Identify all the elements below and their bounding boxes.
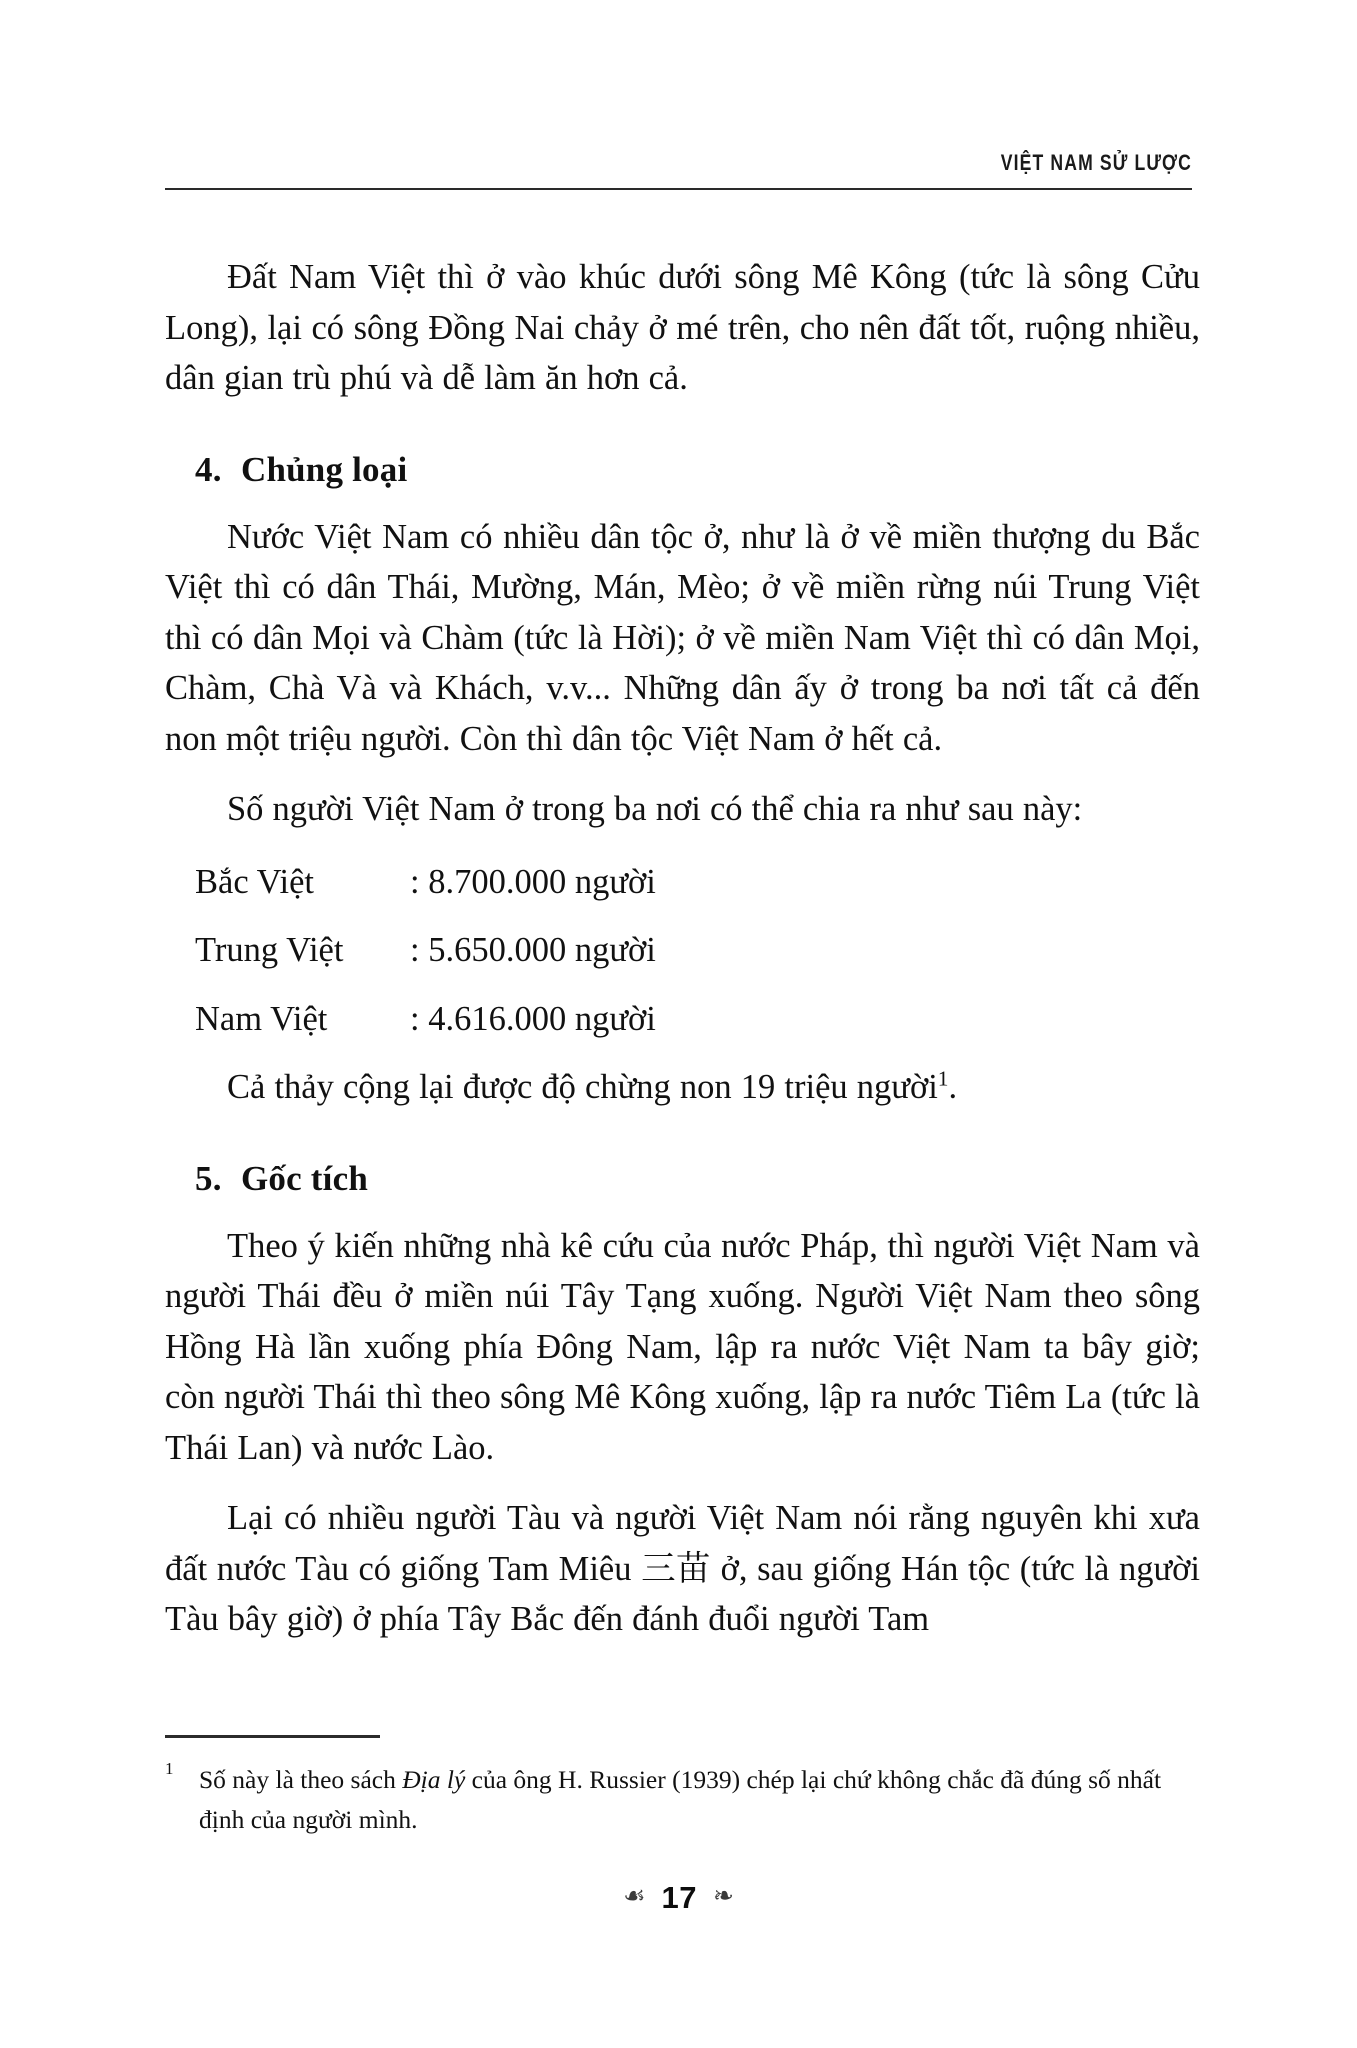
ornament-right-icon: ❧ <box>712 1883 734 1910</box>
running-head-rule <box>165 188 1192 190</box>
census-row <box>165 857 1200 908</box>
footnote-text <box>165 1760 1200 1840</box>
running-head-title: VIỆT NAM SỬ LƯỢC <box>1000 150 1192 175</box>
running-head <box>165 138 1192 190</box>
page-body <box>165 252 1200 1645</box>
section-4-paragraph-1: Nước Việt Nam có nhiều dân tộc ở, như là ở về miền thượng du Bắc Việt thì có dân Thái, Mường, Mán, Mèo; ở về miền rừng núi Trung Việt thì có dân Mọi và Chàm (tức là Hời); ở về miền Nam Việt thì có dân Mọi, Chàm, Chà Và và Khách, v.v... Những dân ấy ở trong ba nơi tất cả đến non một triệu người. Còn thì dân tộc Việt Nam ở hết cả. <box>165 517 1200 758</box>
census-total-text: Cả thảy cộng lại được độ chừng non 19 triệu người <box>227 1068 938 1106</box>
census-row <box>165 925 1200 976</box>
census-region-value: : 8.700.000 người <box>410 862 656 901</box>
census-region-value: : 5.650.000 người <box>410 931 656 969</box>
census-list <box>165 857 1200 1045</box>
footnote-book-title: Địa lý <box>402 1765 466 1794</box>
page-number: 17 <box>661 1880 697 1915</box>
census-region-label: Nam Việt <box>195 999 328 1038</box>
footnote-text-part2: của ông H. Russier (1939) chép lại chứ không chắc đã đúng số nhất định của người mình. <box>199 1765 1162 1834</box>
section-heading-5 <box>165 1155 1200 1203</box>
section-5-paragraph-2 <box>165 1493 1200 1645</box>
census-region-label: Trung Việt <box>195 931 344 969</box>
section-4-number: 4. <box>195 449 222 489</box>
section-5-title: Gốc tích <box>241 1158 368 1198</box>
hanzi-tam-mieu: 三苗 <box>641 1549 712 1588</box>
census-row <box>165 994 1200 1045</box>
footnote-marker: 1 <box>165 1759 174 1778</box>
footnote-separator-rule <box>165 1735 380 1738</box>
census-region-label: Bắc Việt <box>195 862 314 901</box>
footnote-block <box>165 1735 1200 1840</box>
section-5-paragraph-2-part1: Lại có nhiều người Tàu và người Việt Nam nói rằng nguyên khi xưa đất nước Tàu có giống Tam Miêu <box>165 1499 1200 1588</box>
census-total-line <box>165 1062 1200 1113</box>
section-5-number: 5. <box>195 1158 222 1198</box>
census-region-value: : 4.616.000 người <box>410 999 656 1038</box>
ornament-left-icon: ☙ <box>623 1883 646 1910</box>
section-4-paragraph-2: Số người Việt Nam ở trong ba nơi có thể chia ra như sau này: <box>227 790 1083 828</box>
section-4-title: Chủng loại <box>241 449 408 489</box>
section-heading-4 <box>165 446 1200 494</box>
page-folio <box>0 1880 1357 1916</box>
footnote-text-part1: Số này là theo sách <box>199 1765 403 1794</box>
section-5-paragraph-2-part2: ở, sau giống Hán tộc (tức là người Tàu bây giờ) ở phía Tây Bắc đến đánh đuổi người Tam <box>165 1549 1200 1638</box>
section-5-paragraph-1: Theo ý kiến những nhà kê cứu của nước Pháp, thì người Việt Nam và người Thái đều ở miền núi Tây Tạng xuống. Người Việt Nam theo sông Hồng Hà lần xuống phía Đông Nam, lập ra nước Việt Nam ta bây giờ; còn người Thái thì theo sông Mê Kông xuống, lập ra nước Tiêm La (tức là Thái Lan) và nước Lào. <box>165 1226 1200 1467</box>
footnote-reference-marker[interactable]: 1 <box>937 1066 949 1091</box>
intro-paragraph: Đất Nam Việt thì ở vào khúc dưới sông Mê Kông (tức là sông Cửu Long), lại có sông Đồng Nai chảy ở mé trên, cho nên đất tốt, ruộng nhiều, dân gian trù phú và dễ làm ăn hơn cả. <box>165 258 1200 397</box>
census-total-tail: . <box>948 1068 958 1106</box>
